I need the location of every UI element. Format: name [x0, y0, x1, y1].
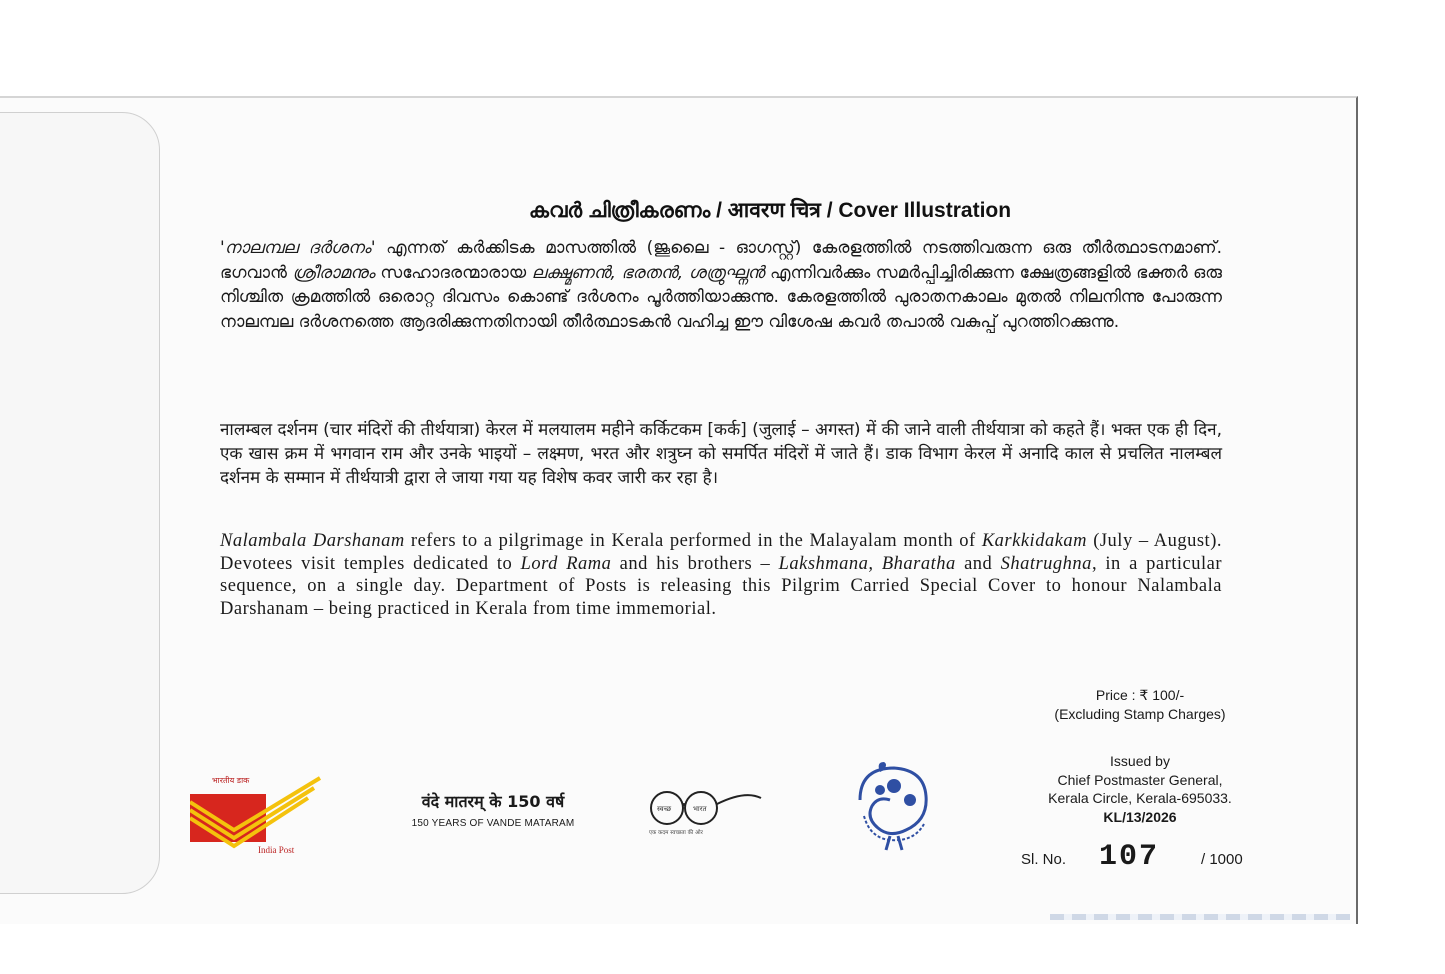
ml-text-3: എന്നിവർക്കും സമർപ്പിച്ചിരിക്കുന്ന ക്ഷേത്രങ്ങളിൽ ഭക്തർ ഒരു നിശ്ചിത ക്രമത്തിൽ ഒരൊറ്റ ദിവസം കൊണ്ട് ദർശനം പൂർത്തിയാക്കുന്നു. കേരളത്തിൽ പുരാതനകാലം മുതൽ നിലനിന്നു പോരുന്ന നാലമ്പല ദർശനത്തെ ആദരിക്കുന്നതിനായി തീർത്ഥാടകൻ വഹിച്ച ഈ വിശേഷ കവർ തപാൽ വകുപ്പ് പുറത്തിറക്കുന്നു. [220, 262, 1223, 332]
peacock-eye-2 [904, 794, 916, 806]
peacock-emblem [850, 760, 936, 852]
en-text-3: and his brothers – [611, 553, 779, 574]
india-post-name: India Post [258, 845, 295, 855]
ml-rama: ശ്രീരാമനും [292, 262, 375, 283]
vande-hindi: वंदे मातरम् के 150 वर्ष [421, 792, 565, 811]
peacock-feet [886, 836, 902, 850]
swachh-bharat-logo [645, 782, 765, 838]
vande-mataram-logo [408, 790, 578, 829]
en-italic-1: Nalambala Darshanam [220, 531, 405, 551]
serial-number [1021, 842, 1261, 882]
swachh-tagline: एक कदम स्वच्छता की ओर [649, 830, 703, 836]
en-text-5: , in a particular sequence, on a single day. Department of Posts is releasing this Pilgrim Carried Special Cover to honour Nalambala Darshanam – being practiced in Kerala from time immemorial. [220, 553, 1222, 619]
serial-total: / 1000 [1201, 851, 1243, 868]
serial-label: Sl. No. [1021, 851, 1067, 868]
peacock-eye-3 [875, 785, 885, 795]
vande-english: 150 YEARS OF VANDE MATARAM [411, 818, 575, 829]
issuer-address: Kerala Circle, Kerala-695033. [1048, 790, 1232, 806]
peacock-eye-1 [887, 779, 901, 793]
en-text-2: (July – August). Devotees visit temples dedicated to [220, 531, 1222, 574]
cover-illustration-heading: കവർ ചിത്രീകരണം / आवरण चित्र / Cover Illustration [528, 199, 1012, 222]
issuer-info [1040, 752, 1240, 826]
en-italic-3: Lord Rama [520, 553, 612, 574]
price-note: (Excluding Stamp Charges) [1054, 706, 1226, 722]
en-text-1: refers to a pilgrimage in Kerala performed in the Malayalam month of [404, 531, 982, 551]
ml-brothers: ലക്ഷ്മണൻ, ഭരതൻ, ശത്രുഘ്നൻ [531, 262, 765, 283]
issuer-title: Chief Postmaster General, [1057, 771, 1223, 788]
envelope-flap [0, 112, 160, 894]
serial-value: 107 [1099, 840, 1160, 874]
en-text-4: and [955, 553, 1001, 574]
swachh-right-text: भारत [693, 805, 707, 813]
english-paragraph [220, 530, 1222, 620]
price-info [1040, 686, 1240, 724]
en-italic-2: Karkkidakam [981, 531, 1088, 551]
india-post-logo [190, 772, 322, 864]
swachh-left-text: स्वच्छ [657, 805, 672, 813]
peacock-feathers [864, 816, 924, 840]
ml-text-2: സഹോദരന്മാരായ [374, 262, 532, 283]
india-post-hindi-label: भारतीय डाक [212, 776, 250, 785]
stamp-strip [1050, 914, 1350, 920]
en-italic-4: Lakshmana, Bharatha [778, 553, 956, 574]
malayalam-paragraph [220, 236, 1222, 334]
price-value: Price : ₹ 100/- [1095, 687, 1185, 703]
issue-code: KL/13/2026 [1103, 808, 1177, 825]
en-italic-5: Shatrughna [1000, 553, 1092, 574]
issued-by-label: Issued by [1110, 753, 1170, 769]
peacock-body [860, 768, 926, 834]
hindi-paragraph: नालम्बल दर्शनम (चार मंदिरों की तीर्थयात्रा) केरल में मलयालम महीने कर्किटकम [कर्क] (जुलाई – अगस्त) में की जाने वाली तीर्थयात्रा को कहते हैं। भक्त एक ही दिन, एक खास क्रम में भगवान राम और उनके भाइयों – लक्ष्मण, भरत और शत्रुघ्न को समर्पित मंदिरों में जाते हैं। डाक विभाग केरल में अनादि काल से प्रचलित नालम्बल दर्शनम के सम्मान में तीर्थयात्री द्वारा ले जाया गया यह विशेष कवर जारी कर रहा है। [220, 420, 1222, 488]
ml-text-1: എന്നത് കർക്കിടക മാസത്തിൽ (ജൂലൈ - ഓഗസ്റ്റ്) കേരളത്തിൽ നടത്തിവരുന്ന ഒരു തീർത്ഥാടനമാണ്. ഭഗവാൻ [220, 238, 1222, 283]
ml-title: 'നാലമ്പല ദർശനം' [220, 238, 376, 258]
peacock-neck [879, 762, 886, 772]
